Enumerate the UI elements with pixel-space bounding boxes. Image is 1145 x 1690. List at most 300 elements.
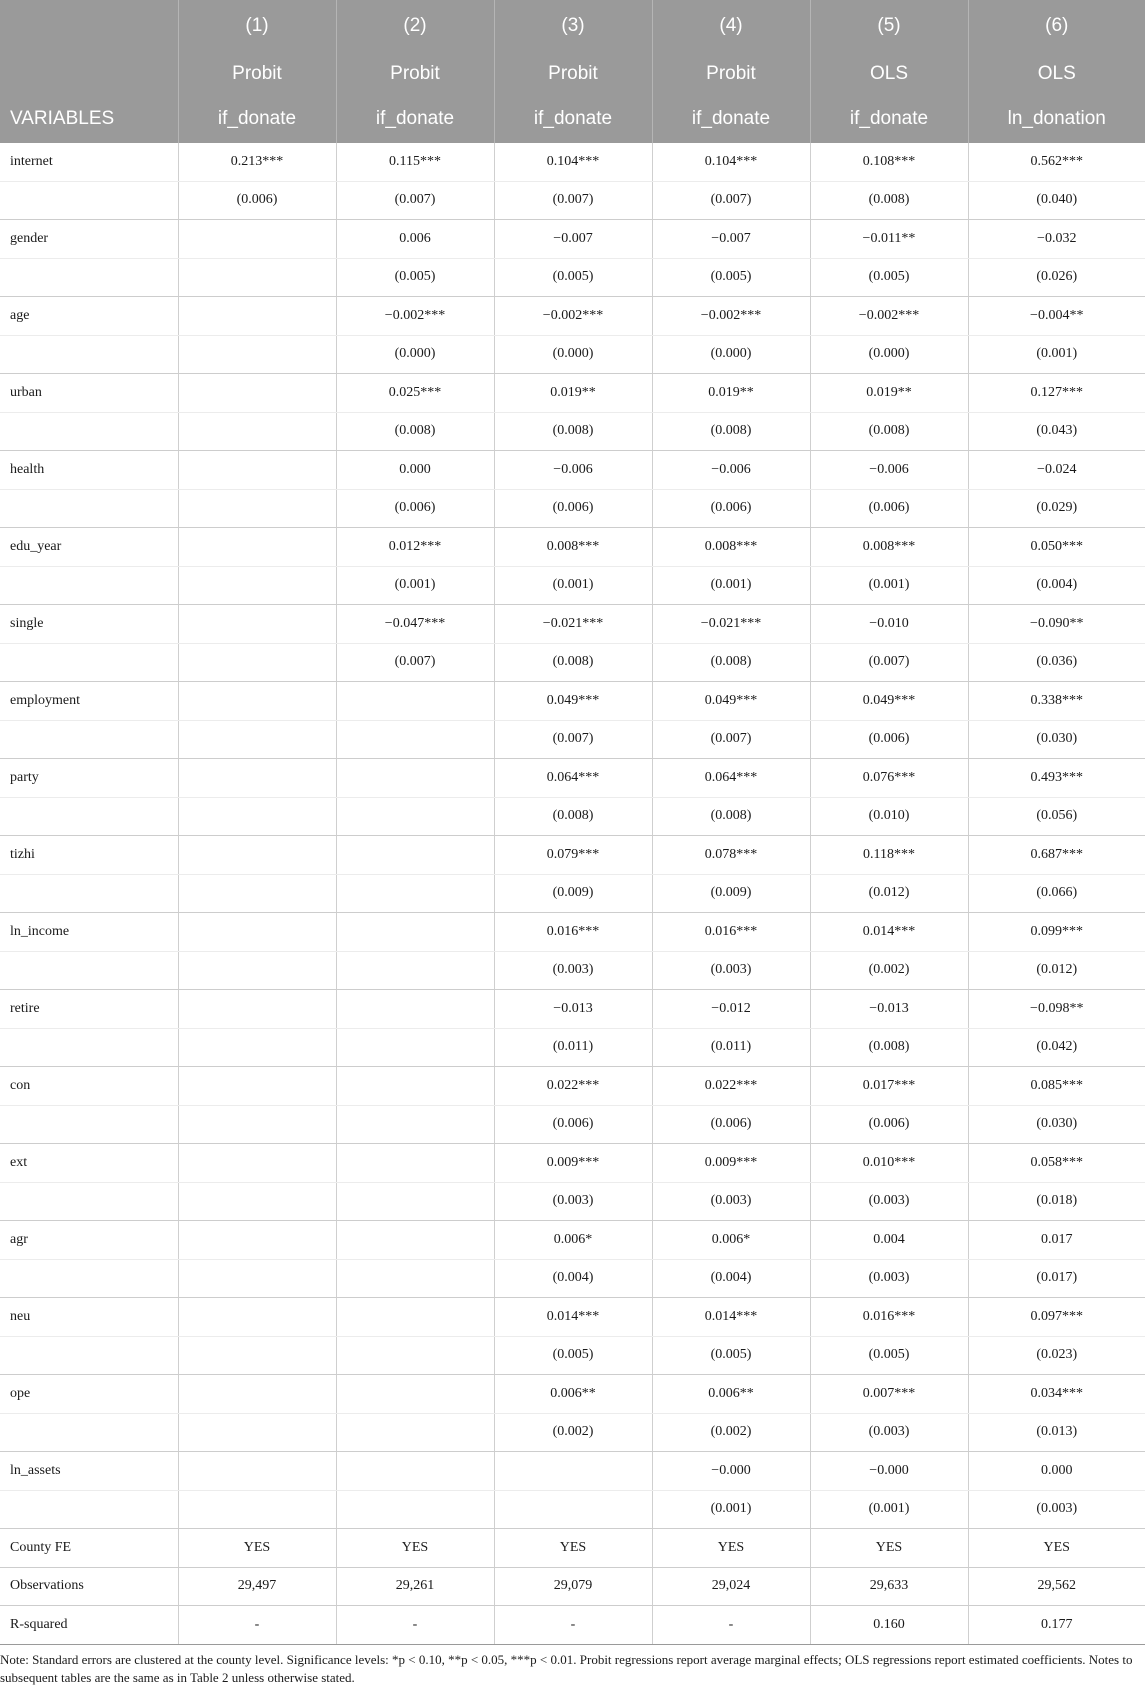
standard-error-cell: (0.004) bbox=[494, 1259, 652, 1298]
coefficient-cell: 0.049*** bbox=[652, 682, 810, 721]
coefficient-cell: 0.079*** bbox=[494, 836, 652, 875]
statistic-value: 0.177 bbox=[968, 1606, 1145, 1645]
variable-name: ext bbox=[0, 1144, 178, 1183]
variable-name: ln_income bbox=[0, 913, 178, 952]
header-blank bbox=[0, 0, 178, 52]
standard-error-cell: (0.006) bbox=[810, 489, 968, 528]
variable-name: neu bbox=[0, 1298, 178, 1337]
standard-error-cell: (0.030) bbox=[968, 1105, 1145, 1144]
standard-error-cell bbox=[178, 258, 336, 297]
statistic-value: YES bbox=[968, 1529, 1145, 1568]
standard-error-cell bbox=[178, 643, 336, 682]
coefficient-cell: 0.049*** bbox=[494, 682, 652, 721]
variable-name: party bbox=[0, 759, 178, 798]
method-label: OLS bbox=[968, 52, 1145, 95]
variable-name: single bbox=[0, 605, 178, 644]
coefficient-cell: 0.006* bbox=[652, 1221, 810, 1260]
standard-error-cell: (0.012) bbox=[810, 874, 968, 913]
standard-error-cell: (0.008) bbox=[652, 797, 810, 836]
statistic-name: County FE bbox=[0, 1529, 178, 1568]
coefficient-cell bbox=[336, 682, 494, 721]
statistic-value: 0.160 bbox=[810, 1606, 968, 1645]
coefficient-cell bbox=[336, 759, 494, 798]
statistic-value: YES bbox=[810, 1529, 968, 1568]
coefficient-cell: 0.008*** bbox=[652, 528, 810, 567]
coefficient-cell: 0.014*** bbox=[810, 913, 968, 952]
standard-error-cell: (0.006) bbox=[810, 1105, 968, 1144]
standard-error-cell bbox=[494, 1490, 652, 1529]
column-number-row bbox=[0, 0, 1145, 52]
table-row bbox=[0, 297, 1145, 336]
coefficient-cell: 0.000 bbox=[336, 451, 494, 490]
standard-error-cell: (0.013) bbox=[968, 1413, 1145, 1452]
coefficient-cell: −0.002*** bbox=[810, 297, 968, 336]
standard-error-cell bbox=[336, 720, 494, 759]
standard-error-cell: (0.001) bbox=[652, 1490, 810, 1529]
standard-error-cell bbox=[336, 1028, 494, 1067]
coefficient-cell: 0.016*** bbox=[810, 1298, 968, 1337]
coefficient-cell bbox=[336, 1067, 494, 1106]
coefficient-cell: −0.002*** bbox=[336, 297, 494, 336]
blank-cell bbox=[0, 181, 178, 220]
standard-error-cell: (0.001) bbox=[810, 1490, 968, 1529]
standard-error-cell bbox=[336, 1490, 494, 1529]
variable-name: tizhi bbox=[0, 836, 178, 875]
coefficient-cell bbox=[178, 1067, 336, 1106]
standard-error-cell: (0.011) bbox=[494, 1028, 652, 1067]
variable-name: internet bbox=[0, 143, 178, 181]
method-label: Probit bbox=[336, 52, 494, 95]
standard-error-cell: (0.008) bbox=[810, 412, 968, 451]
table-row bbox=[0, 1144, 1145, 1183]
standard-error-cell: (0.056) bbox=[968, 797, 1145, 836]
standard-error-cell: (0.018) bbox=[968, 1182, 1145, 1221]
coefficient-cell bbox=[178, 836, 336, 875]
table-row bbox=[0, 990, 1145, 1029]
standard-error-cell: (0.008) bbox=[810, 181, 968, 220]
standard-error-cell: (0.007) bbox=[336, 643, 494, 682]
coefficient-cell: 0.076*** bbox=[810, 759, 968, 798]
standard-error-cell: (0.009) bbox=[494, 874, 652, 913]
table-row bbox=[0, 335, 1145, 374]
standard-error-cell bbox=[178, 1182, 336, 1221]
standard-error-cell: (0.001) bbox=[968, 335, 1145, 374]
standard-error-cell: (0.003) bbox=[652, 1182, 810, 1221]
coefficient-cell bbox=[336, 1221, 494, 1260]
coefficient-cell: −0.000 bbox=[810, 1452, 968, 1491]
statistic-value: - bbox=[178, 1606, 336, 1645]
standard-error-cell: (0.005) bbox=[652, 258, 810, 297]
statistic-name: Observations bbox=[0, 1567, 178, 1606]
coefficient-cell: 0.019** bbox=[652, 374, 810, 413]
coefficient-cell bbox=[178, 528, 336, 567]
standard-error-cell: (0.009) bbox=[652, 874, 810, 913]
standard-error-cell: (0.040) bbox=[968, 181, 1145, 220]
standard-error-cell bbox=[178, 720, 336, 759]
coefficient-cell bbox=[178, 1221, 336, 1260]
standard-error-cell: (0.008) bbox=[810, 1028, 968, 1067]
table-row bbox=[0, 528, 1145, 567]
table-row bbox=[0, 1221, 1145, 1260]
statistic-value: YES bbox=[652, 1529, 810, 1568]
standard-error-cell: (0.017) bbox=[968, 1259, 1145, 1298]
coefficient-cell bbox=[178, 1298, 336, 1337]
standard-error-cell: (0.005) bbox=[810, 1336, 968, 1375]
table-row bbox=[0, 1259, 1145, 1298]
blank-cell bbox=[0, 1182, 178, 1221]
standard-error-cell: (0.005) bbox=[652, 1336, 810, 1375]
blank-cell bbox=[0, 643, 178, 682]
standard-error-cell: (0.007) bbox=[494, 181, 652, 220]
standard-error-cell: (0.001) bbox=[494, 566, 652, 605]
coefficient-cell: −0.012 bbox=[652, 990, 810, 1029]
coefficient-cell: 0.099*** bbox=[968, 913, 1145, 952]
coefficient-cell: 0.016*** bbox=[652, 913, 810, 952]
table-row bbox=[0, 874, 1145, 913]
standard-error-cell bbox=[178, 1336, 336, 1375]
blank-cell bbox=[0, 1259, 178, 1298]
table-row bbox=[0, 759, 1145, 798]
standard-error-cell: (0.005) bbox=[336, 258, 494, 297]
standard-error-cell bbox=[336, 1259, 494, 1298]
table-row bbox=[0, 1298, 1145, 1337]
standard-error-cell: (0.002) bbox=[810, 951, 968, 990]
standard-error-cell bbox=[178, 489, 336, 528]
standard-error-cell: (0.007) bbox=[810, 643, 968, 682]
table-row bbox=[0, 1413, 1145, 1452]
coefficient-cell: −0.013 bbox=[494, 990, 652, 1029]
standard-error-cell: (0.008) bbox=[494, 797, 652, 836]
standard-error-cell: (0.003) bbox=[968, 1490, 1145, 1529]
coefficient-cell: −0.002*** bbox=[652, 297, 810, 336]
table-body bbox=[0, 143, 1145, 1644]
standard-error-cell: (0.005) bbox=[494, 258, 652, 297]
coefficient-cell: 0.019** bbox=[810, 374, 968, 413]
coefficient-cell: 0.022*** bbox=[652, 1067, 810, 1106]
standard-error-cell: (0.000) bbox=[336, 335, 494, 374]
standard-error-cell: (0.006) bbox=[652, 489, 810, 528]
coefficient-cell: −0.090** bbox=[968, 605, 1145, 644]
standard-error-cell: (0.030) bbox=[968, 720, 1145, 759]
coefficient-cell: 0.008*** bbox=[494, 528, 652, 567]
standard-error-cell bbox=[336, 1336, 494, 1375]
blank-cell bbox=[0, 1413, 178, 1452]
standard-error-cell: (0.001) bbox=[336, 566, 494, 605]
coefficient-cell: 0.213*** bbox=[178, 143, 336, 181]
variable-name: employment bbox=[0, 682, 178, 721]
coefficient-cell: 0.562*** bbox=[968, 143, 1145, 181]
standard-error-cell: (0.007) bbox=[652, 720, 810, 759]
standard-error-cell bbox=[178, 1028, 336, 1067]
coefficient-cell bbox=[178, 605, 336, 644]
coefficient-cell: −0.010 bbox=[810, 605, 968, 644]
standard-error-cell: (0.043) bbox=[968, 412, 1145, 451]
standard-error-cell bbox=[178, 797, 336, 836]
standard-error-cell: (0.004) bbox=[968, 566, 1145, 605]
standard-error-cell: (0.036) bbox=[968, 643, 1145, 682]
standard-error-cell bbox=[178, 1105, 336, 1144]
table-row bbox=[0, 1490, 1145, 1529]
coefficient-cell bbox=[336, 913, 494, 952]
standard-error-cell bbox=[178, 951, 336, 990]
statistic-value: 29,079 bbox=[494, 1567, 652, 1606]
coefficient-cell: 0.058*** bbox=[968, 1144, 1145, 1183]
coefficient-cell bbox=[178, 990, 336, 1029]
coefficient-cell: 0.050*** bbox=[968, 528, 1145, 567]
table-row bbox=[0, 797, 1145, 836]
standard-error-cell: (0.023) bbox=[968, 1336, 1145, 1375]
coefficient-cell: −0.007 bbox=[494, 220, 652, 259]
coefficient-cell: 0.010*** bbox=[810, 1144, 968, 1183]
table-row bbox=[0, 1336, 1145, 1375]
coefficient-cell: −0.098** bbox=[968, 990, 1145, 1029]
coefficient-cell: 0.009*** bbox=[652, 1144, 810, 1183]
standard-error-cell: (0.003) bbox=[810, 1259, 968, 1298]
coefficient-cell: −0.021*** bbox=[652, 605, 810, 644]
standard-error-cell: (0.003) bbox=[652, 951, 810, 990]
standard-error-cell bbox=[336, 874, 494, 913]
standard-error-cell: (0.001) bbox=[810, 566, 968, 605]
table-row bbox=[0, 1375, 1145, 1414]
coefficient-cell: 0.016*** bbox=[494, 913, 652, 952]
table-row bbox=[0, 682, 1145, 721]
column-number: (1) bbox=[178, 0, 336, 52]
blank-cell bbox=[0, 489, 178, 528]
table-row bbox=[0, 720, 1145, 759]
coefficient-cell: −0.004** bbox=[968, 297, 1145, 336]
coefficient-cell: −0.006 bbox=[810, 451, 968, 490]
blank-cell bbox=[0, 412, 178, 451]
statistic-value: YES bbox=[178, 1529, 336, 1568]
table-row bbox=[0, 913, 1145, 952]
coefficient-cell: 0.064*** bbox=[652, 759, 810, 798]
statistic-value: 29,562 bbox=[968, 1567, 1145, 1606]
standard-error-cell: (0.002) bbox=[652, 1413, 810, 1452]
standard-error-cell bbox=[336, 797, 494, 836]
coefficient-cell bbox=[178, 1144, 336, 1183]
coefficient-cell bbox=[336, 1375, 494, 1414]
standard-error-cell: (0.008) bbox=[652, 643, 810, 682]
blank-cell bbox=[0, 335, 178, 374]
coefficient-cell: 0.009*** bbox=[494, 1144, 652, 1183]
coefficient-cell: 0.115*** bbox=[336, 143, 494, 181]
coefficient-cell bbox=[336, 1452, 494, 1491]
method-label: OLS bbox=[810, 52, 968, 95]
table-row bbox=[0, 1028, 1145, 1067]
table-row bbox=[0, 643, 1145, 682]
coefficient-cell: 0.108*** bbox=[810, 143, 968, 181]
table-row bbox=[0, 489, 1145, 528]
standard-error-cell bbox=[336, 951, 494, 990]
variable-name: age bbox=[0, 297, 178, 336]
standard-error-cell: (0.008) bbox=[336, 412, 494, 451]
standard-error-cell: (0.008) bbox=[652, 412, 810, 451]
table-note: Note: Standard errors are clustered at the county level. Significance levels: *p < 0.10, **p < 0.05, ***p < 0.01. Probit regressions report average marginal effects; OLS regressions report estimated coefficients. Notes to subsequent tables are the same as in Table 2 unless otherwise stated. bbox=[0, 1651, 1133, 1685]
standard-error-cell: (0.003) bbox=[494, 1182, 652, 1221]
blank-cell bbox=[0, 1336, 178, 1375]
variable-name: urban bbox=[0, 374, 178, 413]
standard-error-cell bbox=[178, 412, 336, 451]
standard-error-cell: (0.007) bbox=[494, 720, 652, 759]
table-row bbox=[0, 1067, 1145, 1106]
standard-error-cell: (0.005) bbox=[494, 1336, 652, 1375]
coefficient-cell: 0.025*** bbox=[336, 374, 494, 413]
method-label: Probit bbox=[494, 52, 652, 95]
standard-error-cell: (0.000) bbox=[494, 335, 652, 374]
table-row bbox=[0, 1105, 1145, 1144]
blank-cell bbox=[0, 874, 178, 913]
standard-error-cell: (0.066) bbox=[968, 874, 1145, 913]
coefficient-cell: 0.006 bbox=[336, 220, 494, 259]
coefficient-cell: 0.338*** bbox=[968, 682, 1145, 721]
statistic-value: 29,261 bbox=[336, 1567, 494, 1606]
dependent-label: if_donate bbox=[178, 95, 336, 143]
coefficient-cell: 0.127*** bbox=[968, 374, 1145, 413]
coefficient-cell bbox=[178, 1375, 336, 1414]
standard-error-cell: (0.005) bbox=[810, 258, 968, 297]
coefficient-cell: 0.104*** bbox=[494, 143, 652, 181]
coefficient-cell: −0.007 bbox=[652, 220, 810, 259]
variable-name: ope bbox=[0, 1375, 178, 1414]
standard-error-cell bbox=[178, 1490, 336, 1529]
dependent-label: if_donate bbox=[494, 95, 652, 143]
standard-error-cell: (0.006) bbox=[652, 1105, 810, 1144]
variable-name: gender bbox=[0, 220, 178, 259]
variable-name: retire bbox=[0, 990, 178, 1029]
coefficient-cell: −0.047*** bbox=[336, 605, 494, 644]
blank-cell bbox=[0, 1028, 178, 1067]
coefficient-cell bbox=[494, 1452, 652, 1491]
coefficient-cell: 0.049*** bbox=[810, 682, 968, 721]
standard-error-cell: (0.006) bbox=[494, 1105, 652, 1144]
table-header bbox=[0, 0, 1145, 143]
variable-name: health bbox=[0, 451, 178, 490]
standard-error-cell: (0.026) bbox=[968, 258, 1145, 297]
standard-error-cell: (0.008) bbox=[494, 643, 652, 682]
coefficient-cell bbox=[336, 1144, 494, 1183]
standard-error-cell: (0.000) bbox=[652, 335, 810, 374]
coefficient-cell bbox=[178, 220, 336, 259]
table-row bbox=[0, 220, 1145, 259]
variable-name: edu_year bbox=[0, 528, 178, 567]
header-blank bbox=[0, 52, 178, 95]
table-row bbox=[0, 412, 1145, 451]
statistic-value: YES bbox=[336, 1529, 494, 1568]
dependent-variable-row bbox=[0, 95, 1145, 143]
standard-error-cell: (0.007) bbox=[336, 181, 494, 220]
standard-error-cell: (0.010) bbox=[810, 797, 968, 836]
standard-error-cell: (0.002) bbox=[494, 1413, 652, 1452]
coefficient-cell: 0.014*** bbox=[494, 1298, 652, 1337]
table-row bbox=[0, 1606, 1145, 1645]
standard-error-cell bbox=[336, 1413, 494, 1452]
standard-error-cell bbox=[336, 1105, 494, 1144]
dependent-label: if_donate bbox=[336, 95, 494, 143]
coefficient-cell: −0.021*** bbox=[494, 605, 652, 644]
coefficient-cell bbox=[178, 451, 336, 490]
standard-error-cell: (0.001) bbox=[652, 566, 810, 605]
coefficient-cell: 0.687*** bbox=[968, 836, 1145, 875]
statistic-value: - bbox=[652, 1606, 810, 1645]
standard-error-cell: (0.006) bbox=[810, 720, 968, 759]
standard-error-cell bbox=[178, 566, 336, 605]
coefficient-cell: 0.022*** bbox=[494, 1067, 652, 1106]
coefficient-cell: 0.007*** bbox=[810, 1375, 968, 1414]
standard-error-cell: (0.006) bbox=[336, 489, 494, 528]
statistic-value: - bbox=[336, 1606, 494, 1645]
coefficient-cell: −0.032 bbox=[968, 220, 1145, 259]
table-row bbox=[0, 181, 1145, 220]
standard-error-cell: (0.012) bbox=[968, 951, 1145, 990]
standard-error-cell bbox=[336, 1182, 494, 1221]
method-row bbox=[0, 52, 1145, 95]
table-row bbox=[0, 143, 1145, 181]
table-row bbox=[0, 1529, 1145, 1568]
coefficient-cell: −0.002*** bbox=[494, 297, 652, 336]
blank-cell bbox=[0, 797, 178, 836]
coefficient-cell: 0.019** bbox=[494, 374, 652, 413]
standard-error-cell: (0.042) bbox=[968, 1028, 1145, 1067]
coefficient-cell bbox=[178, 913, 336, 952]
coefficient-cell: 0.008*** bbox=[810, 528, 968, 567]
statistic-value: YES bbox=[494, 1529, 652, 1568]
standard-error-cell: (0.008) bbox=[494, 412, 652, 451]
coefficient-cell: 0.017 bbox=[968, 1221, 1145, 1260]
column-number: (4) bbox=[652, 0, 810, 52]
table-row bbox=[0, 374, 1145, 413]
coefficient-cell: 0.097*** bbox=[968, 1298, 1145, 1337]
blank-cell bbox=[0, 951, 178, 990]
coefficient-cell: 0.078*** bbox=[652, 836, 810, 875]
coefficient-cell: 0.012*** bbox=[336, 528, 494, 567]
coefficient-cell: 0.064*** bbox=[494, 759, 652, 798]
coefficient-cell: 0.006** bbox=[494, 1375, 652, 1414]
blank-cell bbox=[0, 1490, 178, 1529]
variable-name: con bbox=[0, 1067, 178, 1106]
variable-name: agr bbox=[0, 1221, 178, 1260]
coefficient-cell: −0.006 bbox=[494, 451, 652, 490]
coefficient-cell bbox=[178, 374, 336, 413]
variables-header: VARIABLES bbox=[0, 95, 178, 143]
coefficient-cell: 0.014*** bbox=[652, 1298, 810, 1337]
table-row bbox=[0, 1567, 1145, 1606]
statistic-value: 29,024 bbox=[652, 1567, 810, 1606]
standard-error-cell: (0.003) bbox=[810, 1182, 968, 1221]
table-row bbox=[0, 1452, 1145, 1491]
coefficient-cell: 0.000 bbox=[968, 1452, 1145, 1491]
standard-error-cell bbox=[178, 874, 336, 913]
method-label: Probit bbox=[178, 52, 336, 95]
statistic-name: R-squared bbox=[0, 1606, 178, 1645]
coefficient-cell bbox=[178, 759, 336, 798]
table-row bbox=[0, 451, 1145, 490]
standard-error-cell: (0.004) bbox=[652, 1259, 810, 1298]
coefficient-cell: −0.000 bbox=[652, 1452, 810, 1491]
standard-error-cell: (0.007) bbox=[652, 181, 810, 220]
standard-error-cell bbox=[178, 335, 336, 374]
coefficient-cell bbox=[178, 682, 336, 721]
standard-error-cell: (0.003) bbox=[810, 1413, 968, 1452]
standard-error-cell: (0.000) bbox=[810, 335, 968, 374]
coefficient-cell: 0.085*** bbox=[968, 1067, 1145, 1106]
method-label: Probit bbox=[652, 52, 810, 95]
coefficient-cell: 0.006** bbox=[652, 1375, 810, 1414]
table-row bbox=[0, 605, 1145, 644]
standard-error-cell bbox=[178, 1259, 336, 1298]
standard-error-cell: (0.029) bbox=[968, 489, 1145, 528]
blank-cell bbox=[0, 258, 178, 297]
blank-cell bbox=[0, 566, 178, 605]
